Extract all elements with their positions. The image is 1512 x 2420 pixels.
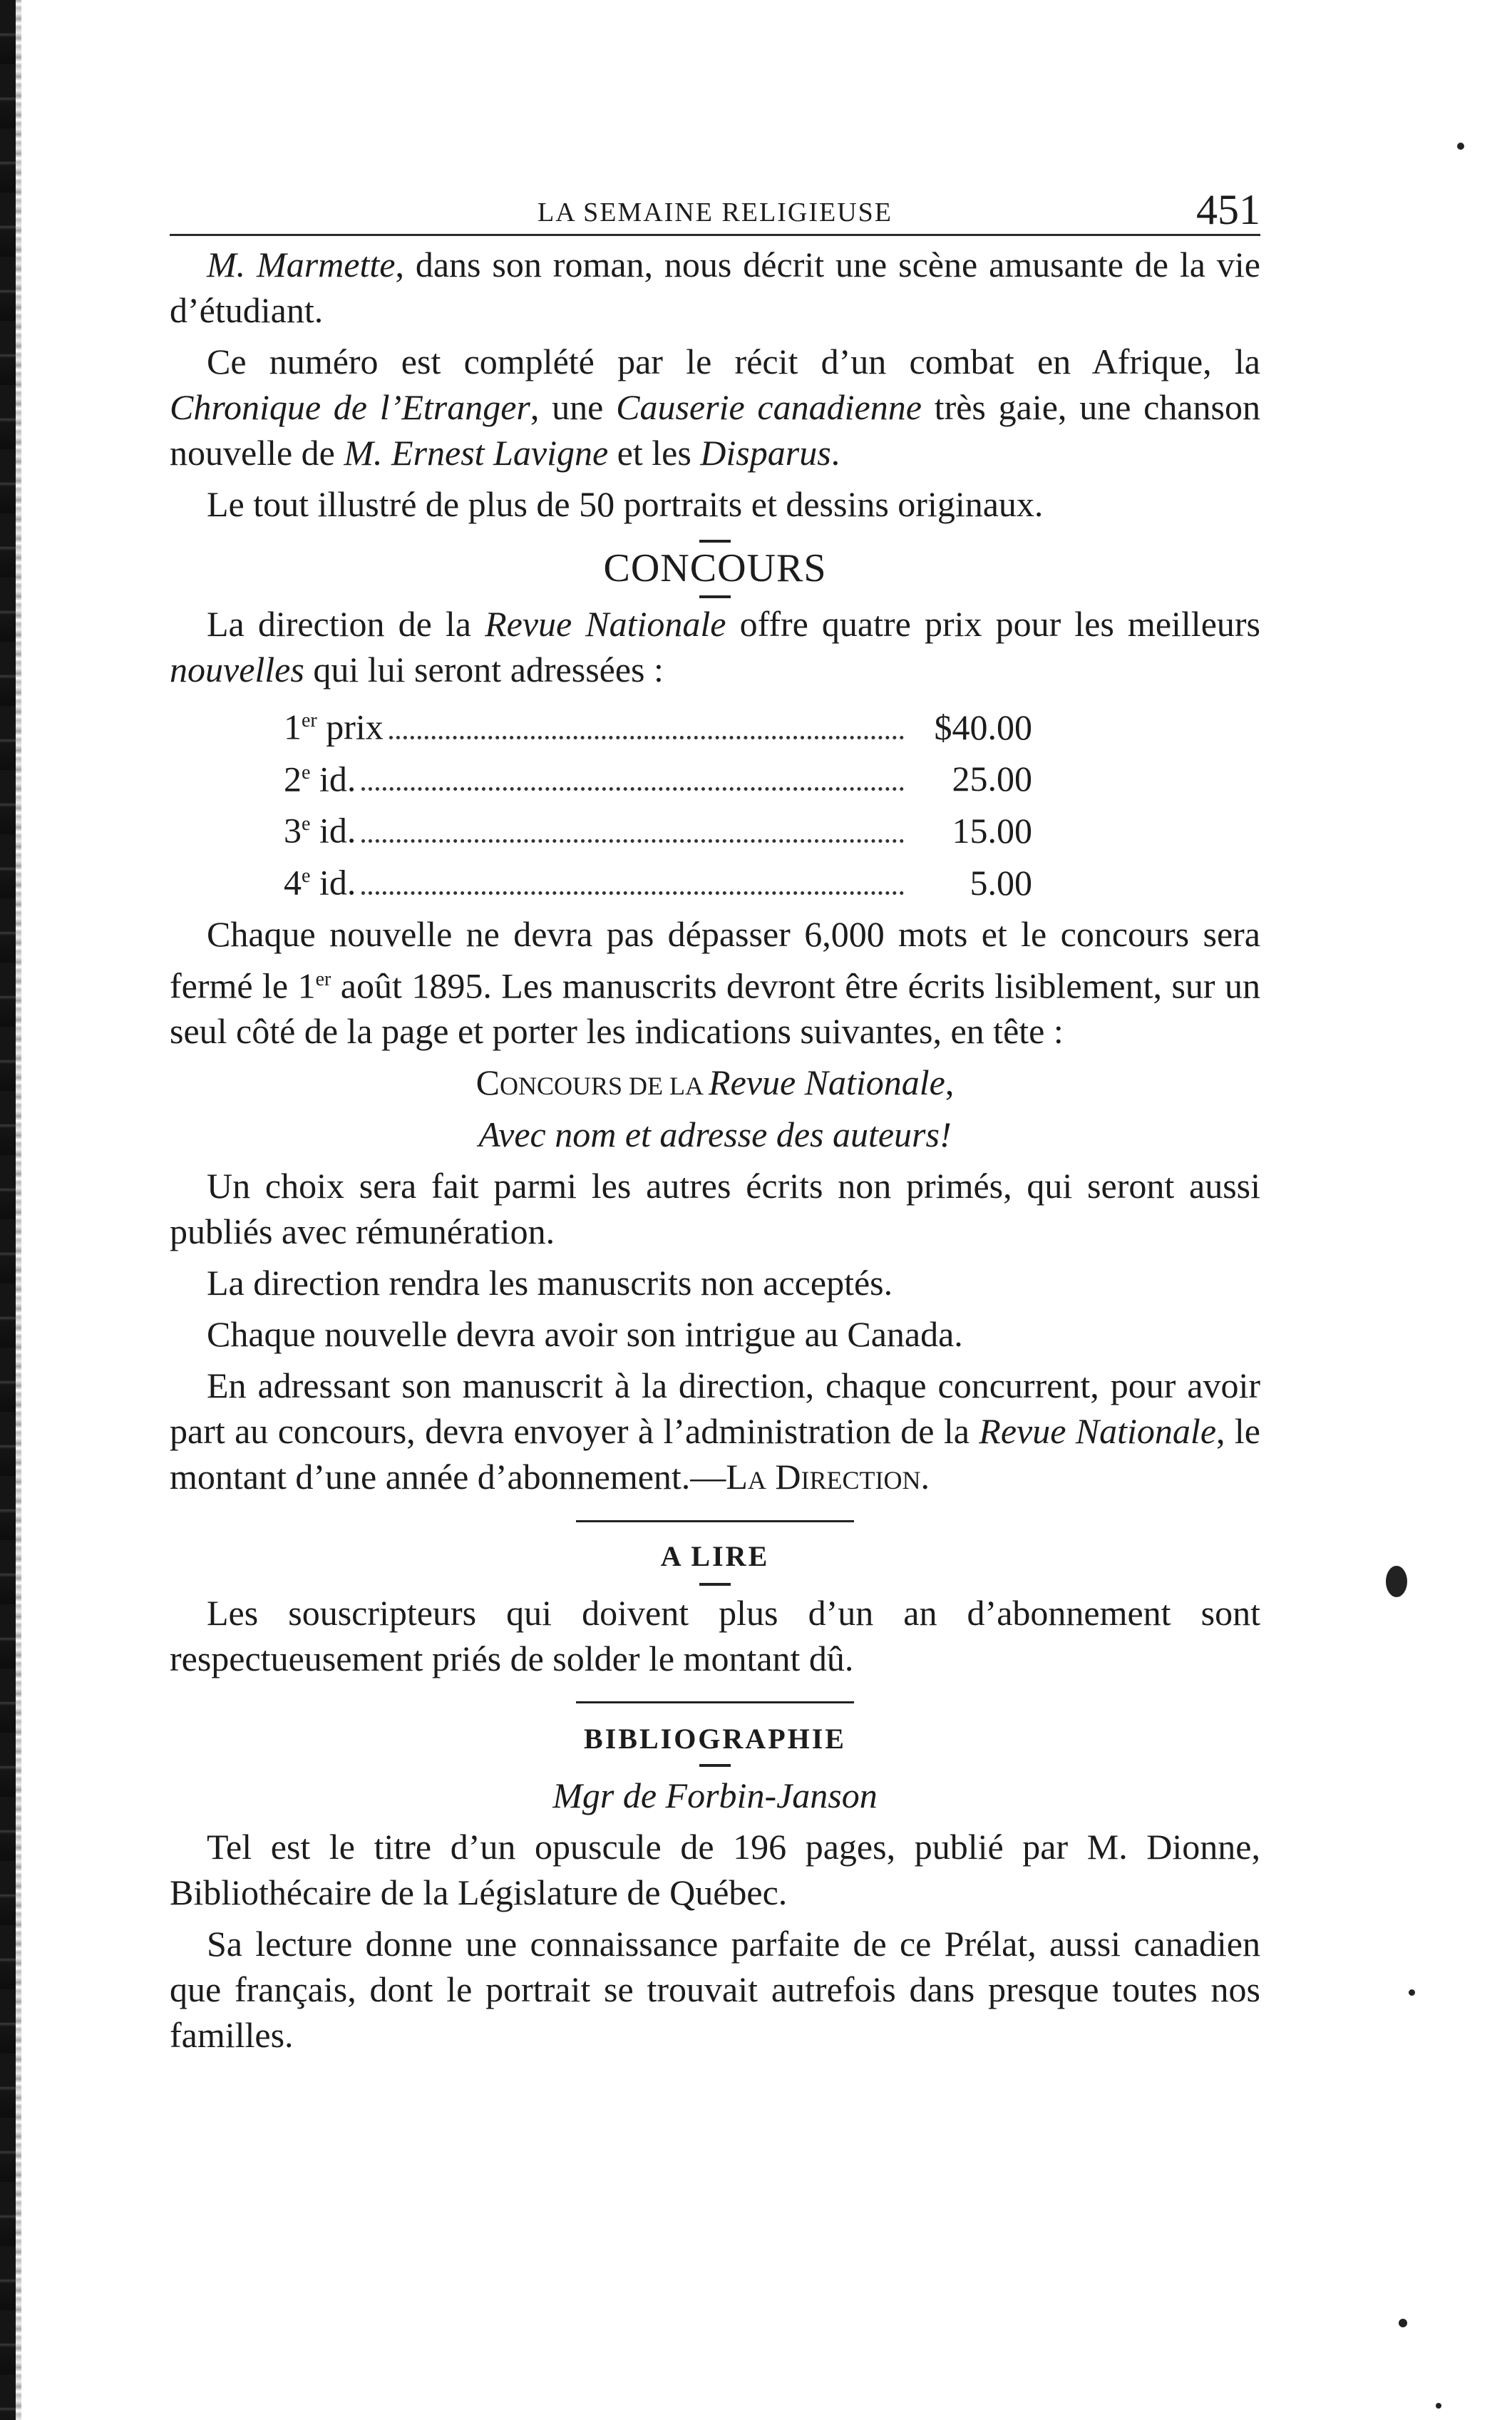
book-binding-edge — [0, 0, 16, 2420]
leader-dots — [361, 839, 904, 843]
running-title: LA SEMAINE RELIGIEUSE — [538, 198, 893, 227]
section-divider — [576, 1701, 854, 1703]
leader-dots — [361, 787, 904, 791]
ink-speck — [1409, 1989, 1415, 1996]
bibliographie-paragraph-2: Sa lecture donne une connaissance parfaite de ce Prélat, aussi canadien que français, dont le portrait se trouvait autrefois dans presque toutes nos familles. — [170, 1924, 1260, 2056]
concours-choice: Un choix sera fait parmi les autres écrits non primés, qui seront aussi publiés avec rémunération. — [170, 1166, 1260, 1252]
a-lire-text: Les souscripteurs qui doivent plus d’un an d’abonnement sont respectueusement priés de solder le montant dû. — [170, 1593, 1260, 1679]
page-header — [170, 184, 1260, 236]
prize-amount: 15.00 — [952, 810, 1032, 851]
bibliographie-paragraph-1: Tel est le titre d’un opuscule de 196 pages, publié par M. Dionne, Bibliothécaire de la Législature de Québec. — [170, 1827, 1260, 1913]
section-rule — [699, 1583, 731, 1586]
section-divider — [576, 1520, 854, 1522]
prize-label: 3e id. — [284, 810, 356, 851]
page-content — [170, 184, 1260, 2058]
prize-table — [284, 698, 1032, 906]
concours-name-line: Avec nom et adresse des auteurs! — [478, 1114, 952, 1155]
page-number: 451 — [1196, 186, 1260, 233]
a-lire-heading: A LIRE — [660, 1540, 770, 1573]
concours-intro: La direction de la Revue Nationale offre quatre prix pour les meilleurs nouvelles qui lui seront adressées : — [170, 604, 1260, 689]
intro-paragraph-3: Le tout illustré de plus de 50 portraits et dessins originaux. — [207, 484, 1044, 524]
concours-subscription: En adressant son manuscrit à la direction, chaque concurrent, pour avoir part au concours, devra envoyer à l’administration de la Revue Nationale, le montant d’une année d’abonnement.—LA DIRECTION. — [170, 1365, 1260, 1497]
prize-amount: 25.00 — [952, 759, 1032, 799]
ink-speck — [1436, 2403, 1441, 2409]
prize-amount: $40.00 — [934, 707, 1032, 747]
prize-label: 1er prix — [284, 707, 384, 747]
ink-speck — [1399, 2319, 1407, 2327]
prize-label: 4e id. — [284, 862, 356, 903]
intro-paragraph-2: Ce numéro est complété par le récit d’un combat en Afrique, la Chronique de l’Etranger, une Causerie canadienne très gaie, une chanson nouvelle de M. Ernest Lavigne et les Disparus. — [170, 342, 1261, 473]
prize-label: 2e id. — [284, 759, 356, 799]
ink-speck — [1457, 143, 1464, 150]
leader-dots — [389, 736, 904, 739]
concours-return: La direction rendra les manuscrits non acceptés. — [207, 1263, 893, 1303]
bibliographie-subtitle: Mgr de Forbin-Janson — [552, 1775, 878, 1816]
prize-row — [284, 698, 1032, 750]
page-gutter-shadow — [16, 0, 21, 2420]
prize-row — [284, 801, 1032, 853]
author-name: M. Marmette — [207, 245, 396, 284]
intro-paragraph-1: M. Marmette, dans son roman, nous décrit une scène amusante de la vie d’étudiant. — [170, 245, 1260, 330]
leader-dots — [361, 891, 904, 895]
concours-heading-line: CONCOURS DE LA Revue Nationale, — [475, 1062, 955, 1103]
ink-blot — [1386, 1566, 1407, 1597]
prize-row — [284, 853, 1032, 906]
bibliographie-heading: BIBLIOGRAPHIE — [584, 1723, 846, 1755]
section-rule — [699, 540, 731, 543]
prize-row — [284, 750, 1032, 802]
prize-amount: 5.00 — [970, 862, 1032, 903]
concours-rules: Chaque nouvelle ne devra pas dépasser 6,000 mots et le concours sera fermé le 1er août 1895. Les manuscrits devront être écrits lisiblement, sur un seul côté de la page et porter les indications suivantes, en tête : — [170, 913, 1261, 1052]
section-rule — [699, 1764, 731, 1767]
concours-intrigue: Chaque nouvelle devra avoir son intrigue au Canada. — [207, 1314, 963, 1355]
section-rule — [699, 595, 731, 598]
concours-heading: CONCOURS — [603, 546, 827, 590]
